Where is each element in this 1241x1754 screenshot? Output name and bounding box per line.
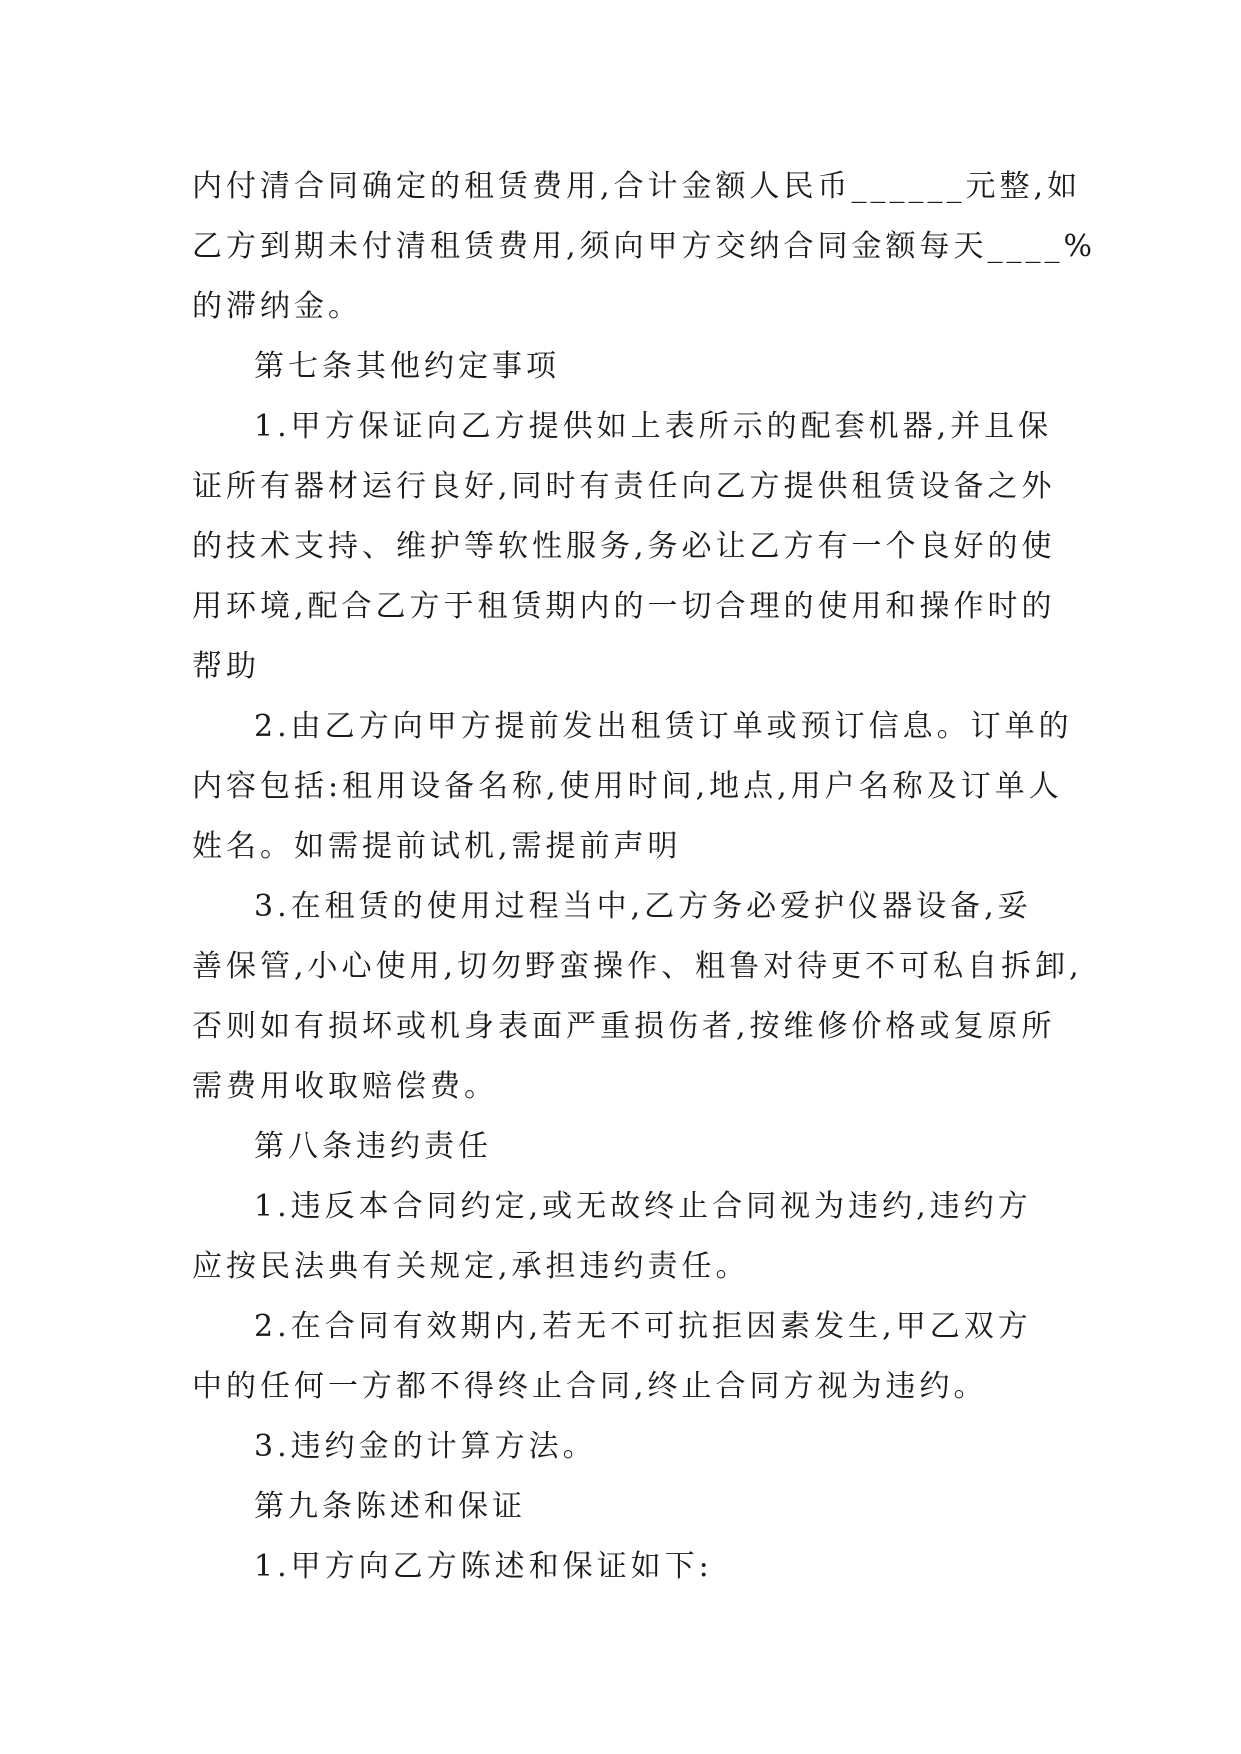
text-line: 3.在租赁的使用过程当中,乙方务必爱护仪器设备,妥: [254, 889, 1032, 924]
text-line: 3.违约金的计算方法。: [254, 1429, 597, 1464]
section-heading: 第八条违约责任: [254, 1129, 492, 1164]
text-line: 的技术支持、维护等软性服务,务必让乙方有一个良好的使: [192, 529, 1056, 564]
text-line: 2.在合同有效期内,若无不可抗拒因素发生,甲乙双方: [254, 1309, 1032, 1344]
text-line: 1.甲方保证向乙方提供如上表所示的配套机器,并且保: [254, 409, 1053, 444]
text-line: 姓名。如需提前试机,需提前声明: [192, 829, 682, 864]
text-line: 内容包括:租用设备名称,使用时间,地点,用户名称及订单人: [192, 769, 1063, 804]
section-heading: 第九条陈述和保证: [254, 1489, 526, 1524]
text-line: 2.由乙方向甲方提前发出租赁订单或预订信息。订单的: [254, 709, 1073, 744]
text-line: 帮助: [192, 649, 260, 684]
text-line: 1.甲方向乙方陈述和保证如下:: [254, 1549, 713, 1584]
text-line: 证所有器材运行良好,同时有责任向乙方提供租赁设备之外: [192, 469, 1056, 504]
text-line: 中的任何一方都不得终止合同,终止合同方视为违约。: [192, 1369, 988, 1404]
text-line: 乙方到期未付清租赁费用,须向甲方交纳合同金额每天____%: [192, 229, 1097, 264]
section-heading: 第七条其他约定事项: [254, 349, 560, 384]
text-line: 的滞纳金。: [192, 289, 362, 324]
text-line: 善保管,小心使用,切勿野蛮操作、粗鲁对待更不可私自拆卸,: [192, 949, 1083, 984]
text-line: 1.违反本合同约定,或无故终止合同视为违约,违约方: [254, 1189, 1032, 1224]
text-line: 否则如有损坏或机身表面严重损伤者,按维修价格或复原所: [192, 1009, 1056, 1044]
text-line: 用环境,配合乙方于租赁期内的一切合理的使用和操作时的: [192, 589, 1056, 624]
text-line: 应按民法典有关规定,承担违约责任。: [192, 1249, 750, 1284]
text-line: 需费用收取赔偿费。: [192, 1069, 498, 1104]
text-line: 内付清合同确定的租赁费用,合计金额人民币______元整,如: [192, 169, 1082, 204]
